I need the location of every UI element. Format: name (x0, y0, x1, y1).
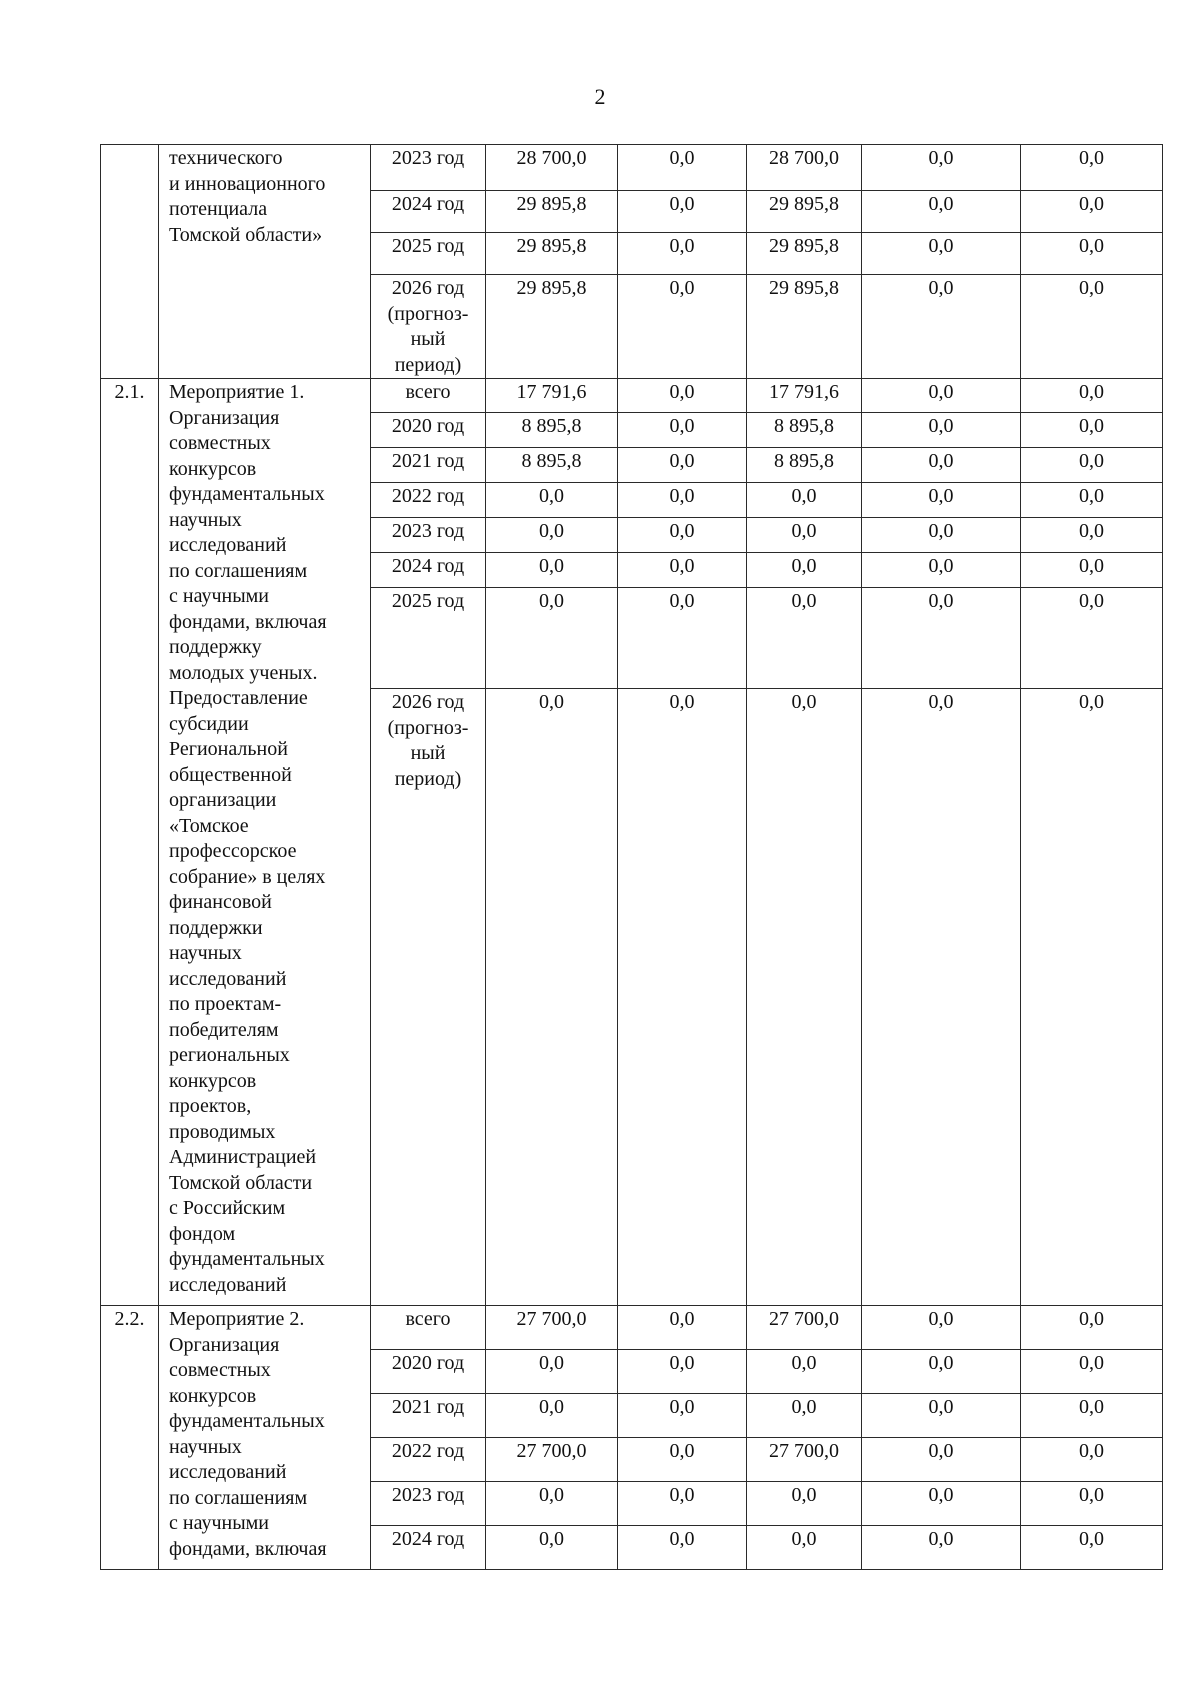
table-row (101, 145, 1163, 191)
amount-regional (747, 483, 862, 518)
amount-total-text: 27 700,0 (516, 1440, 587, 1462)
amount-local (862, 1350, 1021, 1394)
amount-total-text: 0,0 (539, 1528, 564, 1550)
period-label-text: 2024 год (391, 1528, 465, 1550)
amount-federal-text: 0,0 (669, 147, 695, 169)
period-label-text: 2026 год (прогноз- ный период) (387, 277, 469, 376)
amount-other-text: 0,0 (1079, 381, 1104, 403)
period-label (371, 191, 486, 233)
amount-other (1021, 145, 1163, 191)
period-label-text: 2025 год (391, 590, 465, 612)
amount-federal (618, 233, 747, 275)
amount-federal-text: 0,0 (669, 555, 695, 577)
amount-regional-text: 29 895,8 (769, 277, 839, 299)
period-label (371, 448, 486, 483)
amount-regional-text: 0,0 (791, 1396, 817, 1418)
section-index-text: 2.1. (114, 381, 145, 403)
amount-federal (618, 689, 747, 1306)
period-label-text: 2021 год (391, 450, 465, 472)
amount-federal (618, 413, 747, 448)
amount-local-text: 0,0 (928, 1484, 954, 1506)
amount-federal (618, 483, 747, 518)
period-label-text: 2025 год (391, 235, 465, 257)
amount-total (486, 275, 618, 379)
amount-regional (747, 275, 862, 379)
period-label (371, 1482, 486, 1526)
section-index (101, 145, 159, 379)
period-label-text: 2023 год (391, 1484, 465, 1506)
amount-regional-text: 27 700,0 (769, 1440, 839, 1462)
amount-other (1021, 233, 1163, 275)
amount-local-text: 0,0 (928, 520, 954, 542)
amount-regional-text: 27 700,0 (769, 1308, 839, 1330)
amount-other (1021, 275, 1163, 379)
section-index-text: 2.2. (114, 1308, 145, 1330)
amount-other (1021, 689, 1163, 1306)
amount-regional (747, 588, 862, 689)
section-name-text: технического и инновационного потенциала Томской области» (169, 147, 326, 246)
amount-other-text: 0,0 (1079, 1440, 1104, 1462)
period-label (371, 553, 486, 588)
amount-regional-text: 8 895,8 (774, 415, 834, 437)
amount-local-text: 0,0 (928, 1308, 954, 1330)
amount-regional (747, 1306, 862, 1350)
section-index (101, 1306, 159, 1570)
period-label (371, 518, 486, 553)
section-index (101, 379, 159, 1306)
amount-other (1021, 191, 1163, 233)
amount-total (486, 1394, 618, 1438)
section-name (159, 1306, 371, 1570)
amount-federal (618, 1526, 747, 1570)
section-index-text (101, 145, 158, 146)
amount-total (486, 233, 618, 275)
amount-other (1021, 553, 1163, 588)
period-label-text: 2021 год (391, 1396, 465, 1418)
amount-other-text: 0,0 (1079, 235, 1104, 257)
amount-local (862, 448, 1021, 483)
amount-local (862, 1526, 1021, 1570)
amount-regional (747, 145, 862, 191)
period-label-text: 2022 год (391, 1440, 465, 1462)
amount-regional-text: 0,0 (791, 590, 817, 612)
amount-local-text: 0,0 (928, 1396, 954, 1418)
amount-federal (618, 275, 747, 379)
amount-regional (747, 1438, 862, 1482)
period-label (371, 275, 486, 379)
period-label-text: всего (405, 1308, 451, 1330)
amount-other-text: 0,0 (1079, 1308, 1104, 1330)
amount-total (486, 1306, 618, 1350)
amount-total-text: 29 895,8 (516, 277, 587, 299)
amount-local (862, 588, 1021, 689)
amount-federal-text: 0,0 (669, 1484, 695, 1506)
amount-total-text: 28 700,0 (516, 147, 587, 169)
amount-other (1021, 1306, 1163, 1350)
amount-other-text: 0,0 (1079, 590, 1104, 612)
amount-federal-text: 0,0 (669, 1528, 695, 1550)
amount-other-text: 0,0 (1079, 1396, 1104, 1418)
amount-federal-text: 0,0 (669, 381, 695, 403)
amount-federal (618, 1394, 747, 1438)
amount-federal-text: 0,0 (669, 1308, 695, 1330)
amount-total (486, 191, 618, 233)
amount-total (486, 483, 618, 518)
amount-local-text: 0,0 (928, 193, 954, 215)
amount-federal (618, 379, 747, 413)
amount-local-text: 0,0 (928, 415, 954, 437)
amount-regional-text: 17 791,6 (769, 381, 839, 403)
amount-total (486, 1526, 618, 1570)
period-label (371, 413, 486, 448)
amount-regional-text: 29 895,8 (769, 235, 839, 257)
amount-local-text: 0,0 (928, 691, 954, 713)
amount-local (862, 1306, 1021, 1350)
amount-regional-text: 0,0 (791, 485, 817, 507)
amount-other (1021, 518, 1163, 553)
amount-total-text: 0,0 (539, 520, 564, 542)
amount-total-text: 29 895,8 (516, 193, 587, 215)
amount-other (1021, 413, 1163, 448)
section-name (159, 379, 371, 1306)
period-label-text: 2026 год (прогноз- ный период) (387, 691, 469, 790)
amount-total-text: 0,0 (539, 691, 564, 713)
amount-total (486, 588, 618, 689)
period-label-text: 2023 год (391, 147, 465, 169)
amount-regional-text: 28 700,0 (769, 147, 839, 169)
period-label-text: всего (405, 381, 451, 403)
amount-regional (747, 448, 862, 483)
amount-total-text: 29 895,8 (516, 235, 587, 257)
page-number: 2 (594, 84, 606, 109)
amount-regional-text: 0,0 (791, 691, 817, 713)
period-label-text: 2024 год (391, 193, 465, 215)
section-name-text: Мероприятие 2. Организация совместных конкурсов фундаментальных научных исследований по соглашениям с научными фондами, включая (169, 1308, 327, 1560)
period-label (371, 145, 486, 191)
period-label (371, 483, 486, 518)
amount-total (486, 379, 618, 413)
amount-other-text: 0,0 (1079, 555, 1104, 577)
amount-other (1021, 1350, 1163, 1394)
amount-federal-text: 0,0 (669, 1352, 695, 1374)
period-label-text: 2020 год (391, 1352, 465, 1374)
amount-federal-text: 0,0 (669, 520, 695, 542)
amount-federal (618, 553, 747, 588)
amount-federal (618, 1482, 747, 1526)
amount-regional (747, 1526, 862, 1570)
amount-local (862, 1394, 1021, 1438)
amount-regional-text: 0,0 (791, 555, 817, 577)
amount-total (486, 1438, 618, 1482)
period-label (371, 689, 486, 1306)
amount-local-text: 0,0 (928, 555, 954, 577)
amount-federal (618, 588, 747, 689)
amount-total (486, 518, 618, 553)
amount-federal (618, 145, 747, 191)
amount-local-text: 0,0 (928, 277, 954, 299)
amount-federal-text: 0,0 (669, 1396, 695, 1418)
table-row (101, 1306, 1163, 1350)
amount-other (1021, 588, 1163, 689)
amount-regional (747, 1350, 862, 1394)
period-label-text: 2022 год (391, 485, 465, 507)
amount-other (1021, 448, 1163, 483)
amount-other-text: 0,0 (1079, 691, 1104, 713)
amount-federal-text: 0,0 (669, 277, 695, 299)
period-label (371, 588, 486, 689)
amount-local (862, 379, 1021, 413)
amount-other-text: 0,0 (1079, 485, 1104, 507)
amount-regional (747, 233, 862, 275)
amount-regional (747, 379, 862, 413)
amount-total (486, 448, 618, 483)
amount-federal (618, 518, 747, 553)
amount-local (862, 553, 1021, 588)
section-name-text: Мероприятие 1. Организация совместных конкурсов фундаментальных научных исследований по соглашениям с научными фондами, включая поддержку молодых ученых. Предоставление субсидии Региональной общественной организации «Томское профессорское собрание» в целях финансовой поддержки научных исследований по проектам- победителям региональных конкурсов проектов, проводимых Администрацией Томской области с Российским фондом фундаментальных исследований (169, 381, 327, 1296)
amount-other (1021, 1438, 1163, 1482)
amount-federal-text: 0,0 (669, 590, 695, 612)
table-body (101, 145, 1163, 1570)
amount-federal (618, 191, 747, 233)
amount-local (862, 413, 1021, 448)
amount-local-text: 0,0 (928, 1440, 954, 1462)
amount-other (1021, 483, 1163, 518)
amount-other (1021, 379, 1163, 413)
amount-local-text: 0,0 (928, 485, 954, 507)
table-row (101, 379, 1163, 413)
amount-other (1021, 1394, 1163, 1438)
amount-federal-text: 0,0 (669, 193, 695, 215)
amount-federal (618, 448, 747, 483)
amount-federal-text: 0,0 (669, 691, 695, 713)
amount-other-text: 0,0 (1079, 147, 1104, 169)
amount-regional-text: 29 895,8 (769, 193, 839, 215)
amount-federal-text: 0,0 (669, 415, 695, 437)
amount-local-text: 0,0 (928, 381, 954, 403)
amount-federal-text: 0,0 (669, 485, 695, 507)
amount-total (486, 413, 618, 448)
amount-regional (747, 518, 862, 553)
budget-table (100, 144, 1163, 1570)
amount-local (862, 1438, 1021, 1482)
amount-total-text: 17 791,6 (516, 381, 587, 403)
period-label (371, 379, 486, 413)
amount-regional-text: 0,0 (791, 1528, 817, 1550)
period-label (371, 1306, 486, 1350)
amount-federal-text: 0,0 (669, 1440, 695, 1462)
period-label (371, 1394, 486, 1438)
amount-federal (618, 1438, 747, 1482)
amount-total-text: 0,0 (539, 590, 564, 612)
section-name (159, 145, 371, 379)
amount-other (1021, 1526, 1163, 1570)
amount-local-text: 0,0 (928, 590, 954, 612)
amount-other-text: 0,0 (1079, 277, 1104, 299)
period-label (371, 1350, 486, 1394)
amount-total (486, 145, 618, 191)
amount-regional (747, 553, 862, 588)
amount-total (486, 1350, 618, 1394)
amount-local-text: 0,0 (928, 147, 954, 169)
amount-other-text: 0,0 (1079, 1528, 1104, 1550)
amount-total-text: 0,0 (539, 1396, 564, 1418)
amount-regional-text: 0,0 (791, 520, 817, 542)
amount-other-text: 0,0 (1079, 193, 1104, 215)
amount-total-text: 0,0 (539, 485, 564, 507)
period-label (371, 233, 486, 275)
period-label-text: 2023 год (391, 520, 465, 542)
amount-total (486, 553, 618, 588)
amount-regional (747, 1482, 862, 1526)
amount-total-text: 8 895,8 (521, 415, 582, 437)
amount-total (486, 1482, 618, 1526)
amount-regional (747, 413, 862, 448)
amount-other-text: 0,0 (1079, 1484, 1104, 1506)
amount-local (862, 275, 1021, 379)
amount-other (1021, 1482, 1163, 1526)
amount-local (862, 483, 1021, 518)
amount-regional (747, 1394, 862, 1438)
amount-other-text: 0,0 (1079, 450, 1104, 472)
amount-regional-text: 8 895,8 (774, 450, 834, 472)
period-label (371, 1438, 486, 1482)
amount-total (486, 689, 618, 1306)
amount-total-text: 0,0 (539, 555, 564, 577)
amount-regional-text: 0,0 (791, 1484, 817, 1506)
amount-regional-text: 0,0 (791, 1352, 817, 1374)
amount-local-text: 0,0 (928, 1352, 954, 1374)
amount-total-text: 0,0 (539, 1484, 564, 1506)
amount-total-text: 27 700,0 (516, 1308, 587, 1330)
amount-regional (747, 191, 862, 233)
amount-local-text: 0,0 (928, 450, 954, 472)
amount-local-text: 0,0 (928, 235, 954, 257)
amount-local (862, 518, 1021, 553)
amount-total-text: 0,0 (539, 1352, 564, 1374)
amount-local (862, 233, 1021, 275)
amount-local (862, 689, 1021, 1306)
amount-local-text: 0,0 (928, 1528, 954, 1550)
amount-other-text: 0,0 (1079, 520, 1104, 542)
amount-local (862, 191, 1021, 233)
amount-local (862, 1482, 1021, 1526)
amount-local (862, 145, 1021, 191)
amount-federal (618, 1306, 747, 1350)
amount-regional (747, 689, 862, 1306)
period-label-text: 2024 год (391, 555, 465, 577)
period-label-text: 2020 год (391, 415, 465, 437)
amount-other-text: 0,0 (1079, 1352, 1104, 1374)
amount-federal (618, 1350, 747, 1394)
amount-other-text: 0,0 (1079, 415, 1104, 437)
amount-federal-text: 0,0 (669, 450, 695, 472)
amount-federal-text: 0,0 (669, 235, 695, 257)
amount-total-text: 8 895,8 (521, 450, 582, 472)
period-label (371, 1526, 486, 1570)
